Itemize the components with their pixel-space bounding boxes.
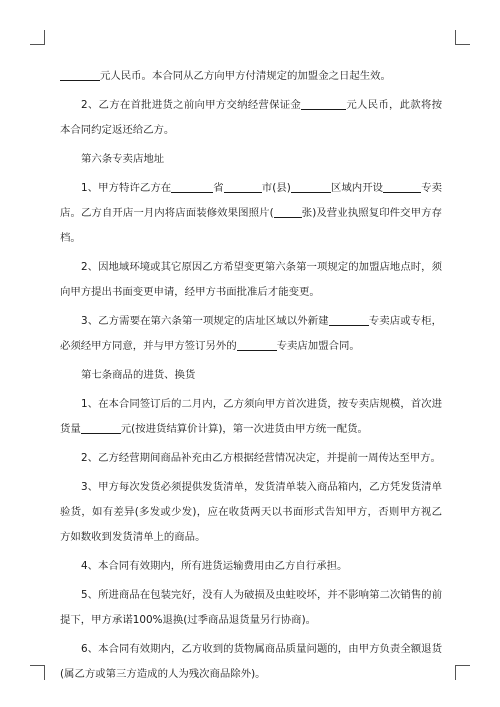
crop-mark-bottom-left — [30, 665, 45, 680]
paragraph-new-store: 3、乙方需要在第六条第一项规定的店址区域以外新建 专卖店或专柜，必须经甲方同意，并与甲方签订另外的 专卖店加盟合同。 — [60, 315, 443, 352]
document-body — [60, 64, 442, 691]
paragraph-freight-cost: 4、本合同有效期内，所有进货运输费用由乙方自行承担。 — [81, 560, 348, 572]
blank-field — [329, 314, 369, 326]
paragraph-store-location: 1、甲方特许乙方在 省 市(县) 区域内开设 专卖店。乙方自开店一月内将店面装修效果图照片( 张)及营业执照复印件交甲方存档。 — [60, 182, 442, 244]
crop-mark-bottom-right — [455, 665, 470, 680]
paragraph-delivery-list: 3、甲方每次发货必须提供发货清单，发货清单装入商品箱内，乙方凭发货清单验货，如有差异(多发或少发)，应在收货两天以书面形式告知甲方，否则甲方视乙方如数收到发货清单上的商品。 — [60, 481, 442, 543]
blank-field — [60, 69, 100, 81]
paragraph-franchise-fee-end: 元人民币。本合同从乙方向甲方付清规定的加盟金之日起生效。 — [60, 64, 442, 89]
blank-field — [171, 181, 213, 193]
crop-mark-top-right — [455, 30, 470, 45]
paragraph-first-purchase: 1、在本合同签订后的二月内，乙方须向甲方首次进货，按专卖店规模，首次进货量 元(按进货结算价计算)，第一次进货由甲方统一配货。 — [60, 398, 442, 435]
blank-field — [274, 206, 302, 218]
paragraph-location-change: 2、因地域环境或其它原因乙方希望变更第六条第一项规定的加盟店地点时，须向甲方提出书面变更申请，经甲方书面批准后才能变更。 — [60, 261, 442, 298]
blank-field — [383, 181, 421, 193]
paragraph-quality-return: 6、本合同有效期内，乙方收到的货物属商品质量问题的，由甲方负责全额退货(属乙方或第三方造成的人为残次商品除外)。 — [60, 643, 442, 680]
section-heading-6: 第六条专卖店地址 — [81, 153, 165, 165]
paragraph-return-policy: 5、所进商品在包装完好，没有人为破损及虫蛀咬坏，并不影响第二次销售的前提下，甲方承诺100%退换(过季商品退货量另行协商)。 — [60, 589, 442, 626]
section-heading-7: 第七条商品的进货、换货 — [81, 369, 196, 381]
blank-field — [81, 422, 121, 434]
blank-field — [291, 181, 331, 193]
crop-mark-top-left — [30, 30, 45, 45]
blank-field — [224, 181, 262, 193]
paragraph-deposit: 2、乙方在首批进货之前向甲方交纳经营保证金 元人民币，此款将按本合同约定返还给乙方。 — [60, 99, 443, 136]
blank-field — [237, 339, 277, 351]
blank-field — [301, 98, 346, 110]
paragraph-replenishment: 2、乙方经营期间商品补充由乙方根据经营情况决定，并提前一周传达至甲方。 — [81, 452, 441, 464]
